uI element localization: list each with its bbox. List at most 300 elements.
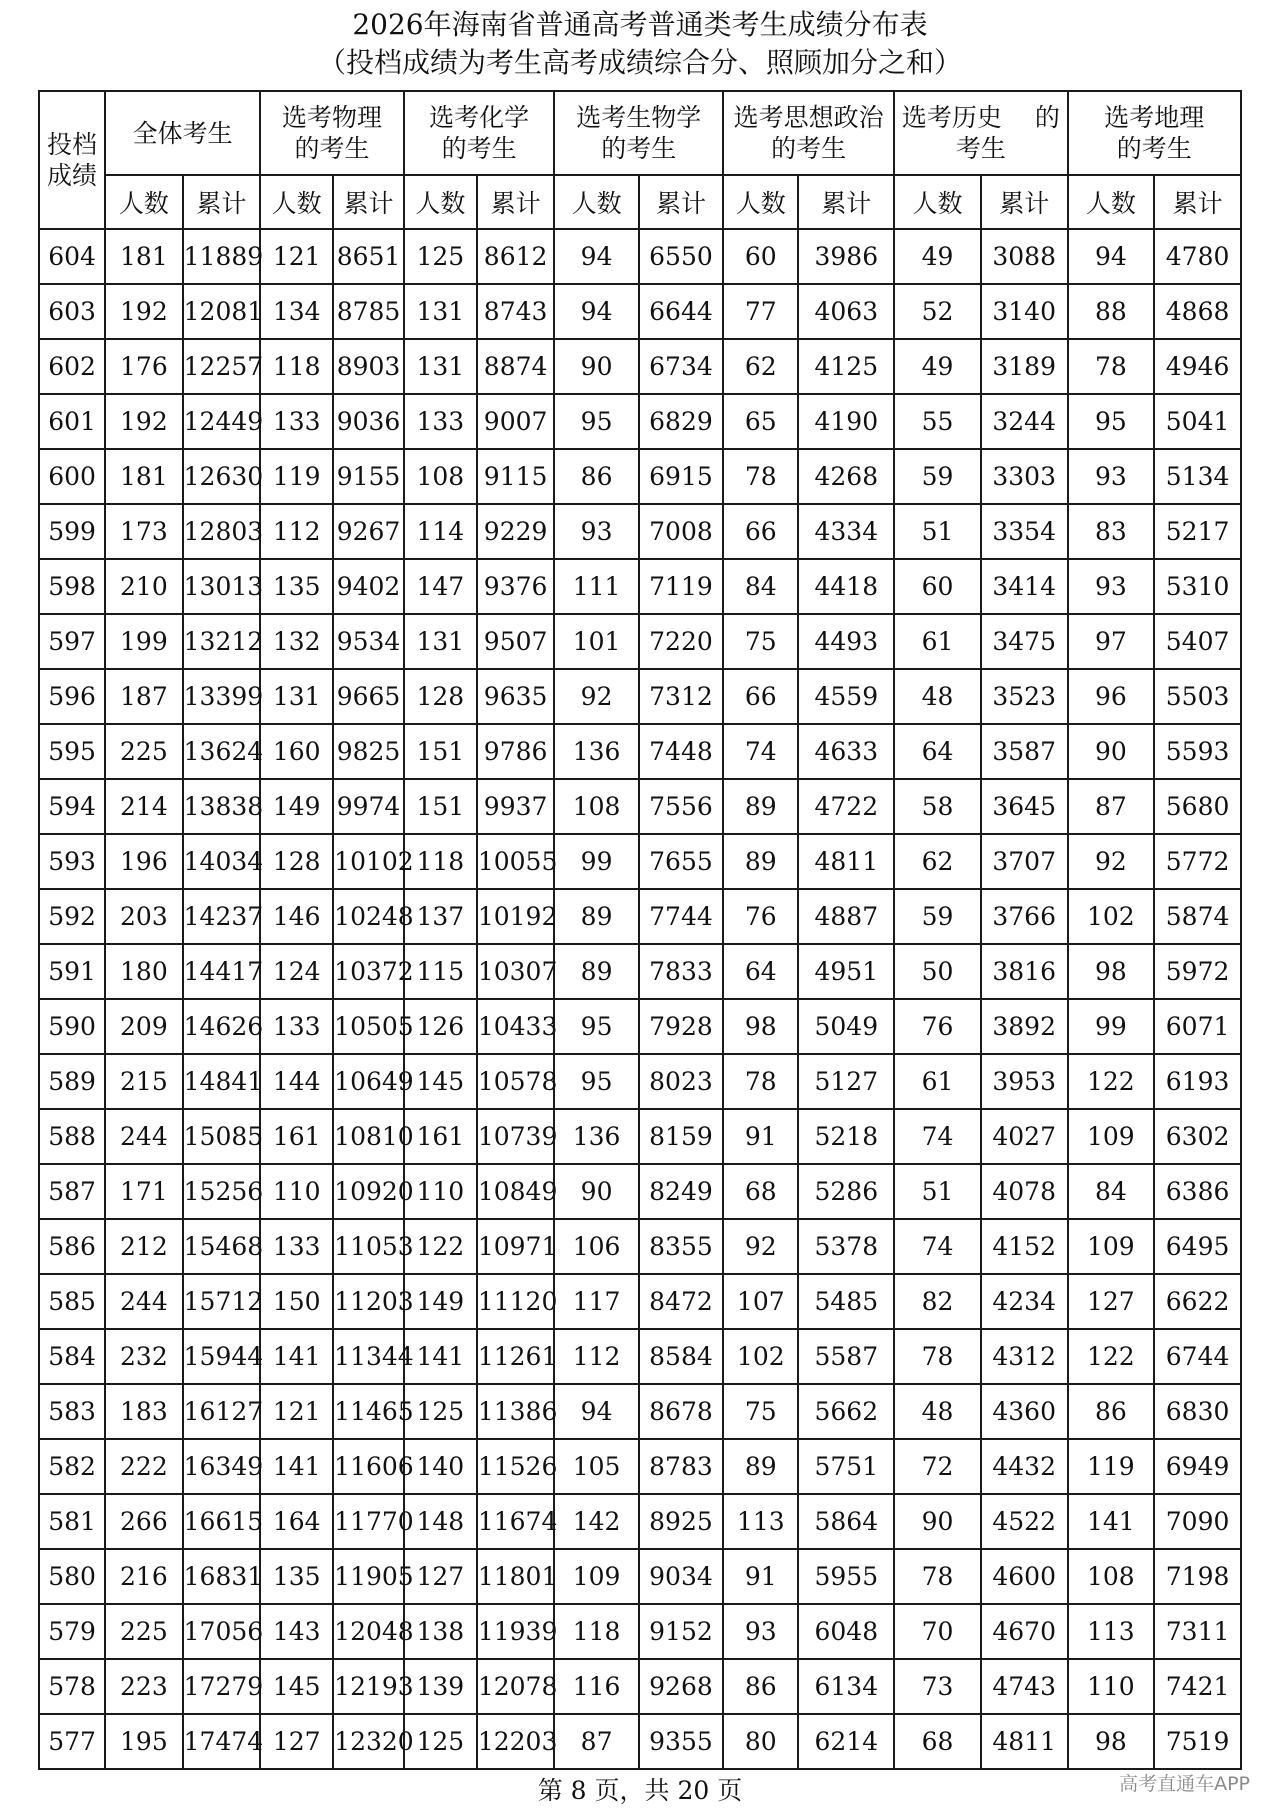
count-cell: 59 xyxy=(894,449,981,504)
score-column-header: 投档 成绩 xyxy=(39,91,105,229)
cumulative-cell: 9355 xyxy=(639,1714,723,1769)
cumulative-cell: 14237 xyxy=(183,889,261,944)
cumulative-cell: 8651 xyxy=(333,229,404,284)
cumulative-cell: 8472 xyxy=(639,1274,723,1329)
count-cell: 65 xyxy=(723,394,798,449)
count-cell: 89 xyxy=(554,944,638,999)
cumulative-cell: 8785 xyxy=(333,284,404,339)
cumulative-cell: 10849 xyxy=(477,1164,555,1219)
count-cell: 94 xyxy=(554,1384,638,1439)
table-row xyxy=(39,1439,1241,1494)
cumulative-cell: 6071 xyxy=(1154,999,1241,1054)
count-cell: 50 xyxy=(894,944,981,999)
cumulative-cell: 8249 xyxy=(639,1164,723,1219)
cumulative-cell: 5972 xyxy=(1154,944,1241,999)
count-cell: 89 xyxy=(554,889,638,944)
count-cell: 117 xyxy=(554,1274,638,1329)
page-title: 2026年海南省普通高考普通类考生成绩分布表 xyxy=(352,8,928,41)
table-row xyxy=(39,284,1241,339)
count-cell: 86 xyxy=(1068,1384,1155,1439)
count-cell: 147 xyxy=(404,559,477,614)
cumulative-cell: 13212 xyxy=(183,614,261,669)
count-cell: 144 xyxy=(260,1054,333,1109)
count-cell: 80 xyxy=(723,1714,798,1769)
cumulative-cell: 4190 xyxy=(798,394,894,449)
count-cell: 90 xyxy=(1068,724,1155,779)
count-cell: 68 xyxy=(723,1164,798,1219)
count-cell: 181 xyxy=(105,449,183,504)
count-header: 人数 xyxy=(260,175,333,229)
cumulative-cell: 3707 xyxy=(981,834,1068,889)
cumulative-cell: 7198 xyxy=(1154,1549,1241,1604)
count-cell: 82 xyxy=(894,1274,981,1329)
cumulative-cell: 13624 xyxy=(183,724,261,779)
cumulative-cell: 5593 xyxy=(1154,724,1241,779)
count-cell: 90 xyxy=(894,1494,981,1549)
count-cell: 121 xyxy=(260,1384,333,1439)
count-cell: 92 xyxy=(723,1219,798,1274)
cumulative-cell: 5286 xyxy=(798,1164,894,1219)
cumulative-cell: 7448 xyxy=(639,724,723,779)
cumulative-cell: 14034 xyxy=(183,834,261,889)
cumulative-cell: 9229 xyxy=(477,504,555,559)
cumulative-cell: 3986 xyxy=(798,229,894,284)
cumulative-cell: 11261 xyxy=(477,1329,555,1384)
count-cell: 98 xyxy=(723,999,798,1054)
count-cell: 113 xyxy=(723,1494,798,1549)
cumulative-cell: 8783 xyxy=(639,1439,723,1494)
cumulative-cell: 4946 xyxy=(1154,339,1241,394)
count-cell: 223 xyxy=(105,1659,183,1714)
group-header: 选考地理 的考生 xyxy=(1068,91,1241,175)
score-cell: 586 xyxy=(39,1219,105,1274)
count-cell: 75 xyxy=(723,1384,798,1439)
count-cell: 105 xyxy=(554,1439,638,1494)
cumulative-cell: 6744 xyxy=(1154,1329,1241,1384)
count-cell: 72 xyxy=(894,1439,981,1494)
cumulative-cell: 4600 xyxy=(981,1549,1068,1604)
table-row xyxy=(39,834,1241,889)
count-cell: 64 xyxy=(894,724,981,779)
cumulative-cell: 6915 xyxy=(639,449,723,504)
cumulative-cell: 9937 xyxy=(477,779,555,834)
count-cell: 143 xyxy=(260,1604,333,1659)
count-cell: 141 xyxy=(260,1329,333,1384)
count-cell: 78 xyxy=(894,1549,981,1604)
cumulative-cell: 4522 xyxy=(981,1494,1068,1549)
table-row xyxy=(39,559,1241,614)
count-cell: 125 xyxy=(404,229,477,284)
score-cell: 588 xyxy=(39,1109,105,1164)
cumulative-cell: 7744 xyxy=(639,889,723,944)
score-cell: 591 xyxy=(39,944,105,999)
count-cell: 89 xyxy=(723,1439,798,1494)
count-cell: 94 xyxy=(554,284,638,339)
count-cell: 90 xyxy=(554,339,638,394)
table-row xyxy=(39,614,1241,669)
cumulative-cell: 8584 xyxy=(639,1329,723,1384)
count-cell: 122 xyxy=(1068,1329,1155,1384)
cumulative-cell: 5874 xyxy=(1154,889,1241,944)
table-row xyxy=(39,339,1241,394)
count-cell: 136 xyxy=(554,1109,638,1164)
cumulative-cell: 7556 xyxy=(639,779,723,834)
count-cell: 118 xyxy=(404,834,477,889)
cumulative-cell: 12630 xyxy=(183,449,261,504)
count-cell: 135 xyxy=(260,1549,333,1604)
count-cell: 108 xyxy=(404,449,477,504)
count-cell: 244 xyxy=(105,1109,183,1164)
count-cell: 61 xyxy=(894,614,981,669)
count-cell: 86 xyxy=(723,1659,798,1714)
count-cell: 59 xyxy=(894,889,981,944)
table-row xyxy=(39,1494,1241,1549)
count-cell: 131 xyxy=(260,669,333,724)
cumulative-cell: 9534 xyxy=(333,614,404,669)
cumulative-cell: 5772 xyxy=(1154,834,1241,889)
count-cell: 96 xyxy=(1068,669,1155,724)
count-cell: 135 xyxy=(260,559,333,614)
cumulative-cell: 16349 xyxy=(183,1439,261,1494)
cumulative-cell: 4063 xyxy=(798,284,894,339)
cumulative-cell: 12078 xyxy=(477,1659,555,1714)
cumulative-cell: 4811 xyxy=(798,834,894,889)
count-cell: 215 xyxy=(105,1054,183,1109)
cumulative-cell: 13013 xyxy=(183,559,261,614)
cumulative-cell: 4268 xyxy=(798,449,894,504)
cumulative-cell: 12449 xyxy=(183,394,261,449)
cumulative-cell: 11606 xyxy=(333,1439,404,1494)
count-cell: 106 xyxy=(554,1219,638,1274)
count-cell: 212 xyxy=(105,1219,183,1274)
cumulative-cell: 7519 xyxy=(1154,1714,1241,1769)
count-cell: 125 xyxy=(404,1384,477,1439)
cumulative-cell: 4951 xyxy=(798,944,894,999)
count-cell: 95 xyxy=(554,999,638,1054)
score-cell: 597 xyxy=(39,614,105,669)
score-cell: 596 xyxy=(39,669,105,724)
table-row xyxy=(39,889,1241,944)
cumulative-cell: 9974 xyxy=(333,779,404,834)
cumulative-cell: 6734 xyxy=(639,339,723,394)
page-subtitle: （投档成绩为考生高考成绩综合分、照顾加分之和） xyxy=(317,46,962,79)
cumulative-cell: 10433 xyxy=(477,999,555,1054)
table-row xyxy=(39,394,1241,449)
cumulative-cell: 9152 xyxy=(639,1604,723,1659)
cumulative-cell: 9665 xyxy=(333,669,404,724)
table-body xyxy=(39,229,1241,1769)
count-cell: 148 xyxy=(404,1494,477,1549)
count-header: 人数 xyxy=(894,175,981,229)
count-cell: 74 xyxy=(894,1219,981,1274)
cumulative-cell: 5751 xyxy=(798,1439,894,1494)
count-cell: 64 xyxy=(723,944,798,999)
count-cell: 109 xyxy=(1068,1109,1155,1164)
table-row xyxy=(39,1659,1241,1714)
count-cell: 94 xyxy=(554,229,638,284)
table-row xyxy=(39,1219,1241,1274)
cumulative-cell: 4125 xyxy=(798,339,894,394)
count-cell: 244 xyxy=(105,1274,183,1329)
count-cell: 216 xyxy=(105,1549,183,1604)
cumulative-cell: 6644 xyxy=(639,284,723,339)
count-cell: 119 xyxy=(1068,1439,1155,1494)
count-cell: 142 xyxy=(554,1494,638,1549)
count-cell: 161 xyxy=(260,1109,333,1164)
count-cell: 99 xyxy=(1068,999,1155,1054)
count-cell: 181 xyxy=(105,229,183,284)
cumulative-cell: 3414 xyxy=(981,559,1068,614)
cumulative-header: 累计 xyxy=(981,175,1068,229)
cumulative-cell: 5407 xyxy=(1154,614,1241,669)
count-cell: 61 xyxy=(894,1054,981,1109)
cumulative-cell: 3816 xyxy=(981,944,1068,999)
cumulative-cell: 4078 xyxy=(981,1164,1068,1219)
count-cell: 209 xyxy=(105,999,183,1054)
cumulative-cell: 4312 xyxy=(981,1329,1068,1384)
count-cell: 62 xyxy=(894,834,981,889)
count-cell: 149 xyxy=(404,1274,477,1329)
cumulative-cell: 10372 xyxy=(333,944,404,999)
score-cell: 589 xyxy=(39,1054,105,1109)
cumulative-cell: 11344 xyxy=(333,1329,404,1384)
count-cell: 119 xyxy=(260,449,333,504)
count-cell: 196 xyxy=(105,834,183,889)
count-cell: 121 xyxy=(260,229,333,284)
cumulative-cell: 5310 xyxy=(1154,559,1241,614)
cumulative-cell: 8925 xyxy=(639,1494,723,1549)
cumulative-cell: 4633 xyxy=(798,724,894,779)
cumulative-cell: 7119 xyxy=(639,559,723,614)
cumulative-cell: 10248 xyxy=(333,889,404,944)
cumulative-cell: 4027 xyxy=(981,1109,1068,1164)
cumulative-cell: 4780 xyxy=(1154,229,1241,284)
count-cell: 86 xyxy=(554,449,638,504)
count-cell: 75 xyxy=(723,614,798,669)
count-cell: 160 xyxy=(260,724,333,779)
cumulative-cell: 16615 xyxy=(183,1494,261,1549)
count-header: 人数 xyxy=(404,175,477,229)
cumulative-cell: 12320 xyxy=(333,1714,404,1769)
cumulative-cell: 10810 xyxy=(333,1109,404,1164)
cumulative-cell: 11465 xyxy=(333,1384,404,1439)
count-cell: 141 xyxy=(404,1329,477,1384)
count-cell: 83 xyxy=(1068,504,1155,559)
score-cell: 580 xyxy=(39,1549,105,1604)
cumulative-cell: 11905 xyxy=(333,1549,404,1604)
count-cell: 84 xyxy=(723,559,798,614)
cumulative-cell: 9376 xyxy=(477,559,555,614)
count-cell: 66 xyxy=(723,669,798,724)
group-header: 选考思想政治 的考生 xyxy=(723,91,894,175)
cumulative-cell: 11674 xyxy=(477,1494,555,1549)
count-cell: 95 xyxy=(554,394,638,449)
count-cell: 133 xyxy=(404,394,477,449)
count-cell: 118 xyxy=(554,1604,638,1659)
count-cell: 48 xyxy=(894,1384,981,1439)
cumulative-cell: 10578 xyxy=(477,1054,555,1109)
cumulative-cell: 9786 xyxy=(477,724,555,779)
score-cell: 577 xyxy=(39,1714,105,1769)
count-cell: 60 xyxy=(894,559,981,614)
count-cell: 95 xyxy=(554,1054,638,1109)
cumulative-cell: 5218 xyxy=(798,1109,894,1164)
count-cell: 93 xyxy=(1068,449,1155,504)
cumulative-cell: 7090 xyxy=(1154,1494,1241,1549)
count-cell: 97 xyxy=(1068,614,1155,669)
cumulative-cell: 5955 xyxy=(798,1549,894,1604)
count-cell: 164 xyxy=(260,1494,333,1549)
count-cell: 192 xyxy=(105,284,183,339)
count-cell: 95 xyxy=(1068,394,1155,449)
cumulative-cell: 11889 xyxy=(183,229,261,284)
count-cell: 232 xyxy=(105,1329,183,1384)
cumulative-cell: 11939 xyxy=(477,1604,555,1659)
count-cell: 225 xyxy=(105,724,183,779)
cumulative-cell: 5378 xyxy=(798,1219,894,1274)
count-cell: 89 xyxy=(723,779,798,834)
count-cell: 161 xyxy=(404,1109,477,1164)
cumulative-cell: 8678 xyxy=(639,1384,723,1439)
count-cell: 171 xyxy=(105,1164,183,1219)
count-cell: 110 xyxy=(260,1164,333,1219)
table-row xyxy=(39,1549,1241,1604)
cumulative-cell: 3140 xyxy=(981,284,1068,339)
cumulative-cell: 3766 xyxy=(981,889,1068,944)
cumulative-cell: 3244 xyxy=(981,394,1068,449)
cumulative-cell: 9036 xyxy=(333,394,404,449)
count-cell: 51 xyxy=(894,1164,981,1219)
cumulative-cell: 7311 xyxy=(1154,1604,1241,1659)
count-cell: 94 xyxy=(1068,229,1155,284)
score-cell: 599 xyxy=(39,504,105,559)
cumulative-cell: 3088 xyxy=(981,229,1068,284)
cumulative-cell: 4152 xyxy=(981,1219,1068,1274)
count-cell: 124 xyxy=(260,944,333,999)
score-cell: 590 xyxy=(39,999,105,1054)
count-cell: 48 xyxy=(894,669,981,724)
count-cell: 183 xyxy=(105,1384,183,1439)
cumulative-header: 累计 xyxy=(333,175,404,229)
cumulative-cell: 5134 xyxy=(1154,449,1241,504)
cumulative-cell: 4722 xyxy=(798,779,894,834)
score-distribution-table xyxy=(38,90,1242,1770)
count-cell: 114 xyxy=(404,504,477,559)
cumulative-cell: 9268 xyxy=(639,1659,723,1714)
count-header: 人数 xyxy=(1068,175,1155,229)
count-cell: 107 xyxy=(723,1274,798,1329)
cumulative-cell: 15712 xyxy=(183,1274,261,1329)
count-cell: 133 xyxy=(260,394,333,449)
count-cell: 49 xyxy=(894,339,981,394)
score-cell: 587 xyxy=(39,1164,105,1219)
count-cell: 112 xyxy=(554,1329,638,1384)
table-row xyxy=(39,1604,1241,1659)
cumulative-cell: 9034 xyxy=(639,1549,723,1604)
count-cell: 132 xyxy=(260,614,333,669)
cumulative-cell: 10649 xyxy=(333,1054,404,1109)
score-cell: 603 xyxy=(39,284,105,339)
cumulative-cell: 7421 xyxy=(1154,1659,1241,1714)
cumulative-cell: 9402 xyxy=(333,559,404,614)
cumulative-cell: 3645 xyxy=(981,779,1068,834)
cumulative-cell: 10971 xyxy=(477,1219,555,1274)
cumulative-cell: 14417 xyxy=(183,944,261,999)
cumulative-cell: 9115 xyxy=(477,449,555,504)
count-cell: 101 xyxy=(554,614,638,669)
count-cell: 55 xyxy=(894,394,981,449)
count-header: 人数 xyxy=(105,175,183,229)
group-header: 选考历史 的 考生 xyxy=(894,91,1067,175)
count-cell: 131 xyxy=(404,339,477,394)
cumulative-cell: 4887 xyxy=(798,889,894,944)
count-cell: 110 xyxy=(1068,1659,1155,1714)
cumulative-cell: 11801 xyxy=(477,1549,555,1604)
count-cell: 91 xyxy=(723,1549,798,1604)
cumulative-cell: 15468 xyxy=(183,1219,261,1274)
cumulative-cell: 3354 xyxy=(981,504,1068,559)
cumulative-cell: 4334 xyxy=(798,504,894,559)
count-cell: 125 xyxy=(404,1714,477,1769)
count-cell: 131 xyxy=(404,284,477,339)
table-row xyxy=(39,1384,1241,1439)
cumulative-cell: 11120 xyxy=(477,1274,555,1329)
count-cell: 84 xyxy=(1068,1164,1155,1219)
cumulative-cell: 4418 xyxy=(798,559,894,614)
count-cell: 127 xyxy=(1068,1274,1155,1329)
score-cell: 602 xyxy=(39,339,105,394)
count-cell: 93 xyxy=(554,504,638,559)
cumulative-cell: 17056 xyxy=(183,1604,261,1659)
cumulative-cell: 16831 xyxy=(183,1549,261,1604)
group-header: 选考生物学 的考生 xyxy=(554,91,723,175)
count-cell: 66 xyxy=(723,504,798,559)
count-cell: 109 xyxy=(554,1549,638,1604)
cumulative-cell: 9267 xyxy=(333,504,404,559)
cumulative-cell: 17474 xyxy=(183,1714,261,1769)
score-cell: 584 xyxy=(39,1329,105,1384)
cumulative-cell: 5485 xyxy=(798,1274,894,1329)
group-header: 选考物理 的考生 xyxy=(260,91,404,175)
score-cell: 600 xyxy=(39,449,105,504)
count-cell: 128 xyxy=(404,669,477,724)
count-cell: 141 xyxy=(260,1439,333,1494)
count-cell: 87 xyxy=(554,1714,638,1769)
table-row xyxy=(39,669,1241,724)
cumulative-cell: 8159 xyxy=(639,1109,723,1164)
cumulative-cell: 5041 xyxy=(1154,394,1241,449)
cumulative-cell: 9155 xyxy=(333,449,404,504)
count-cell: 93 xyxy=(1068,559,1155,614)
count-cell: 51 xyxy=(894,504,981,559)
score-cell: 583 xyxy=(39,1384,105,1439)
count-cell: 68 xyxy=(894,1714,981,1769)
count-cell: 108 xyxy=(554,779,638,834)
score-cell: 578 xyxy=(39,1659,105,1714)
score-cell: 581 xyxy=(39,1494,105,1549)
count-cell: 127 xyxy=(404,1549,477,1604)
table-row xyxy=(39,999,1241,1054)
cumulative-cell: 4743 xyxy=(981,1659,1068,1714)
count-cell: 110 xyxy=(404,1164,477,1219)
table-row xyxy=(39,1054,1241,1109)
cumulative-cell: 17279 xyxy=(183,1659,261,1714)
count-cell: 74 xyxy=(894,1109,981,1164)
cumulative-cell: 9507 xyxy=(477,614,555,669)
table-row xyxy=(39,449,1241,504)
score-cell: 598 xyxy=(39,559,105,614)
count-cell: 199 xyxy=(105,614,183,669)
